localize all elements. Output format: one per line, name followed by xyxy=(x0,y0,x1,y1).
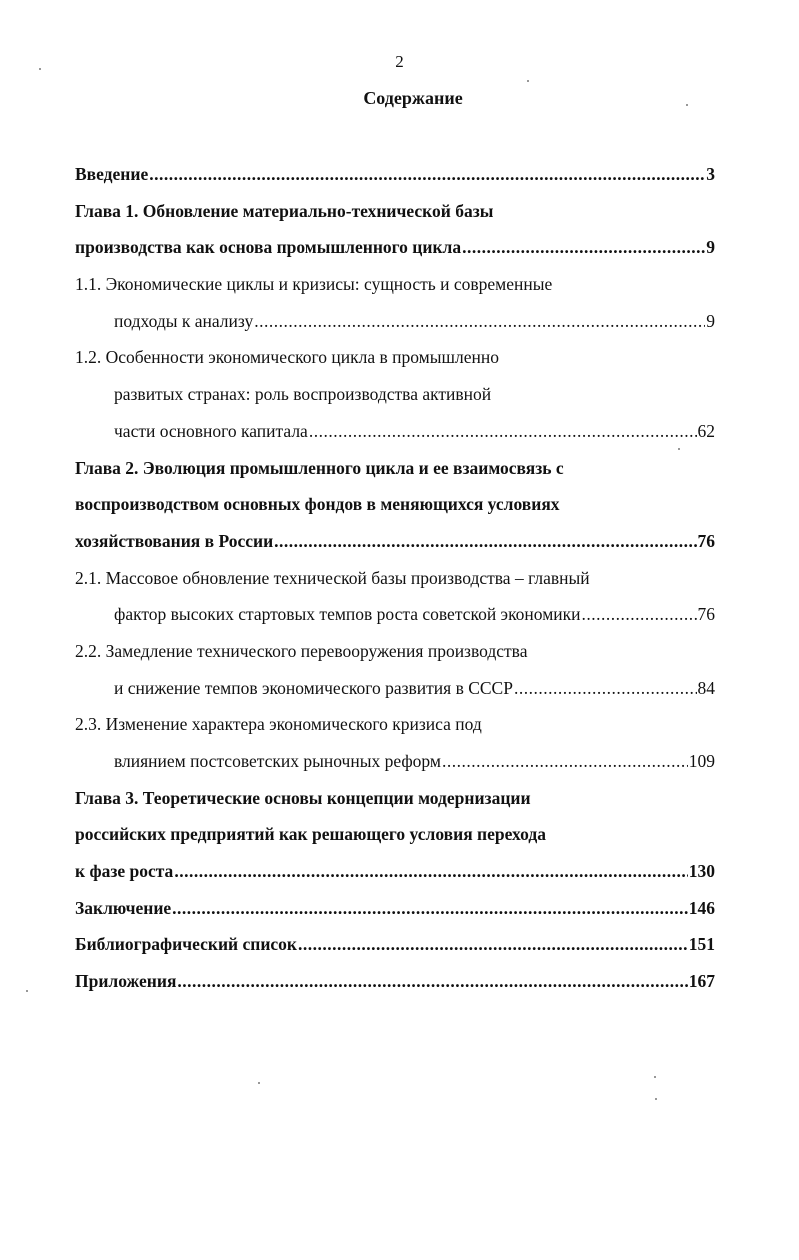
toc-entry-text: фактор высоких стартовых темпов роста советской экономики xyxy=(114,604,581,625)
toc-entry-text: части основного капитала xyxy=(114,420,308,441)
toc-entry-text: Заключение xyxy=(75,897,172,918)
toc-entry-text: хозяйствования в России xyxy=(75,530,274,551)
toc-entry-text: Глава 2. Эволюция промышленного цикла и ее взаимосвязь с xyxy=(75,457,564,478)
toc-entry-text: к фазе роста xyxy=(75,861,174,882)
toc-entry-section-1-2-cont-2[interactable] xyxy=(75,413,715,450)
toc-entry-section-2-3-cont[interactable] xyxy=(75,743,715,780)
toc-entry-text: Глава 1. Обновление материально-технической базы xyxy=(75,200,494,221)
toc-page-number: 62 xyxy=(697,420,715,441)
dot-leader xyxy=(172,890,688,927)
dot-leader xyxy=(462,229,705,266)
toc-page-number: 9 xyxy=(706,310,715,331)
toc-entry-chapter-3-cont[interactable] xyxy=(75,816,715,853)
toc-entry-text: подходы к анализу xyxy=(114,310,254,331)
dot-leader xyxy=(149,156,705,193)
toc-entry-chapter-2[interactable] xyxy=(75,450,715,487)
dot-leader xyxy=(177,963,687,1000)
scan-speck xyxy=(678,448,680,450)
toc-entry-chapter-2-cont[interactable] xyxy=(75,486,715,523)
toc-entry-section-2-2[interactable] xyxy=(75,633,715,670)
toc-entry-text: производства как основа промышленного цикла xyxy=(75,237,462,258)
toc-entry-section-2-2-cont[interactable] xyxy=(75,670,715,707)
toc-entry-bibliography[interactable] xyxy=(75,926,715,963)
dot-leader xyxy=(298,926,688,963)
toc-entry-section-2-1-cont[interactable] xyxy=(75,596,715,633)
toc-entry-text: и снижение темпов экономического развития в СССР xyxy=(114,677,513,698)
toc-entry-section-1-1[interactable] xyxy=(75,266,715,303)
toc-entry-text: Библиографический список xyxy=(75,934,298,955)
toc-entry-text: воспроизводством основных фондов в меняющихся условиях xyxy=(75,494,560,515)
scan-speck xyxy=(26,990,28,992)
toc-page-number: 84 xyxy=(697,677,715,698)
table-of-contents xyxy=(75,156,715,1000)
page-number: 2 xyxy=(395,52,404,71)
toc-entry-conclusion[interactable] xyxy=(75,890,715,927)
scan-speck xyxy=(527,80,529,82)
scan-speck xyxy=(654,1076,656,1078)
toc-entry-text: 2.3. Изменение характера экономического кризиса под xyxy=(75,714,482,735)
toc-entry-section-1-2-cont[interactable] xyxy=(75,376,715,413)
toc-entry-chapter-1[interactable] xyxy=(75,193,715,230)
toc-entry-introduction[interactable] xyxy=(75,156,715,193)
dot-leader xyxy=(514,670,697,707)
toc-entry-text: 2.1. Массовое обновление технической базы производства – главный xyxy=(75,567,590,588)
toc-page-number: 76 xyxy=(697,604,715,625)
toc-entry-section-2-1[interactable] xyxy=(75,560,715,597)
dot-leader xyxy=(442,743,688,780)
toc-entry-chapter-3[interactable] xyxy=(75,780,715,817)
toc-page-number: 151 xyxy=(688,934,715,955)
toc-entry-section-2-3[interactable] xyxy=(75,706,715,743)
toc-page-number: 3 xyxy=(706,164,715,184)
toc-entry-text: влиянием постсоветских рыночных реформ xyxy=(114,751,441,771)
toc-entry-text: развитых странах: роль воспроизводства активной xyxy=(114,384,492,405)
toc-page-number: 76 xyxy=(697,530,715,551)
dot-leader xyxy=(309,413,697,450)
dot-leader xyxy=(254,303,705,340)
scan-speck xyxy=(686,104,688,106)
toc-entry-appendices[interactable] xyxy=(75,963,715,1000)
dot-leader xyxy=(274,523,696,560)
toc-entry-chapter-2-cont-2[interactable] xyxy=(75,523,715,560)
dot-leader xyxy=(582,596,697,633)
toc-entry-text: 2.2. Замедление технического перевооружения производства xyxy=(75,640,528,661)
scan-speck xyxy=(655,1098,657,1100)
toc-entry-text: российских предприятий как решающего условия перехода xyxy=(75,824,546,845)
toc-entry-section-1-1-cont[interactable] xyxy=(75,303,715,340)
toc-page-number: 109 xyxy=(688,751,715,771)
scan-speck xyxy=(39,68,41,70)
toc-page-number: 9 xyxy=(706,237,715,258)
toc-page-number: 167 xyxy=(688,971,715,992)
toc-entry-chapter-1-cont[interactable] xyxy=(75,229,715,266)
toc-entry-text: 1.1. Экономические циклы и кризисы: сущность и современные xyxy=(75,274,553,295)
toc-entry-text: Введение xyxy=(75,164,149,184)
toc-entry-chapter-3-cont-2[interactable] xyxy=(75,853,715,890)
toc-page-number: 146 xyxy=(688,897,715,918)
toc-entry-text: Глава 3. Теоретические основы концепции модернизации xyxy=(75,787,531,808)
scan-speck xyxy=(258,1082,260,1084)
page-title: Содержание xyxy=(363,88,463,108)
toc-entry-text: Приложения xyxy=(75,971,177,992)
toc-entry-text: 1.2. Особенности экономического цикла в промышленно xyxy=(75,347,499,368)
dot-leader xyxy=(174,853,687,890)
toc-entry-section-1-2[interactable] xyxy=(75,339,715,376)
toc-page-number: 130 xyxy=(688,861,715,882)
